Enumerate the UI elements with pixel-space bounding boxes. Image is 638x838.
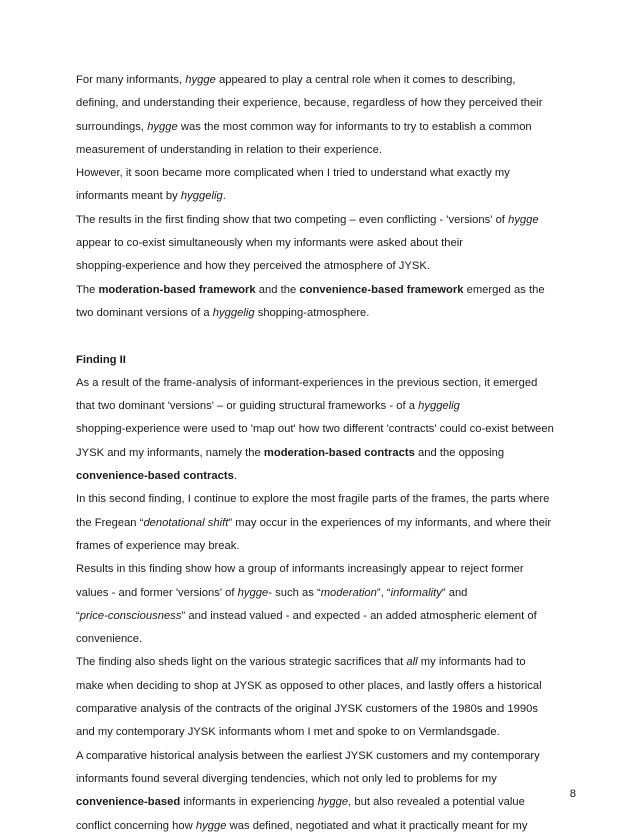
text-run: that two dominant 'versions' – or guiding structural frameworks - of a xyxy=(76,400,419,413)
text-run: values - and former 'versions' of xyxy=(76,586,238,599)
text-run: shopping-atmosphere. xyxy=(254,306,370,319)
text-line xyxy=(76,116,576,139)
text-run: and the xyxy=(255,283,300,296)
italic-text: hygge xyxy=(508,213,539,226)
text-run: convenience. xyxy=(76,633,143,646)
italic-text: hygge xyxy=(147,120,178,133)
text-line xyxy=(76,605,576,628)
text-line xyxy=(76,418,576,441)
text-line xyxy=(76,442,576,465)
text-run: ” may occur in the experiences of my informants, and where their xyxy=(228,516,552,529)
italic-text: price-consciousness xyxy=(79,609,182,622)
italic-text: denotational shift xyxy=(143,516,229,529)
italic-text: hyggelig xyxy=(418,400,460,413)
text-run: ” and xyxy=(441,586,468,599)
text-line xyxy=(76,185,576,208)
text-run: informants found several diverging tendencies, which not only led to problems for my xyxy=(76,772,497,785)
italic-text: hygge xyxy=(237,586,269,599)
text-line xyxy=(76,558,576,581)
italic-text: hyggelig xyxy=(180,190,223,203)
text-run: A comparative historical analysis between the earliest JYSK customers and my contemporary xyxy=(76,749,540,762)
text-line xyxy=(76,69,576,92)
text-line xyxy=(76,512,576,535)
text-run: comparative analysis of the contracts of the original JYSK customers of the 1980s and 1990s xyxy=(76,703,539,716)
text-line xyxy=(76,651,576,674)
text-line xyxy=(76,698,576,721)
text-line xyxy=(76,232,576,255)
text-run: The xyxy=(76,283,99,296)
body-text xyxy=(76,69,576,838)
text-run: was defined, negotiated and what it practically meant for my xyxy=(226,819,528,832)
text-line xyxy=(76,628,576,651)
text-run: and the opposing xyxy=(414,446,505,459)
text-run: conflict concerning how xyxy=(76,819,196,832)
text-run: Results in this finding show how a group of informants increasingly appear to reject former xyxy=(76,563,524,576)
text-run: - such as “ xyxy=(268,586,321,599)
text-line xyxy=(76,815,576,838)
text-line xyxy=(76,395,576,418)
italic-text: all xyxy=(406,656,418,669)
text-line xyxy=(76,279,576,302)
italic-text: informality xyxy=(390,586,442,599)
italic-text: hyggelig xyxy=(212,306,255,319)
paragraph-gap xyxy=(76,325,576,348)
section-heading-text: Finding II xyxy=(76,353,126,366)
text-run: the Fregean “ xyxy=(76,516,144,529)
text-line xyxy=(76,372,576,395)
text-run: shopping-experience and how they perceived the atmosphere of JYSK. xyxy=(76,260,430,273)
text-run: two dominant versions of a xyxy=(76,306,213,319)
text-line xyxy=(76,488,576,511)
text-line xyxy=(76,721,576,744)
section-heading xyxy=(76,349,576,372)
italic-text: hygge xyxy=(185,74,216,86)
text-run: make when deciding to shop at JYSK as opposed to other places, and lastly offers a historical xyxy=(76,679,542,692)
page-number: 8 xyxy=(569,788,576,800)
text-run: The finding also sheds light on the various strategic sacrifices that xyxy=(76,656,407,669)
text-run: was the most common way for informants to try to establish a common xyxy=(177,120,532,133)
text-run: As a result of the frame-analysis of informant-experiences in the previous section, it emerged xyxy=(76,376,538,389)
text-run: . xyxy=(222,190,226,203)
text-line xyxy=(76,255,576,278)
bold-text: moderation-based contracts xyxy=(263,446,415,459)
bold-text: convenience-based framework xyxy=(299,283,464,296)
italic-text: hygge xyxy=(195,819,227,832)
text-line xyxy=(76,209,576,232)
text-line xyxy=(76,162,576,185)
text-run: “ xyxy=(76,609,80,622)
text-run: defining, and understanding their experience, because, regardless of how they perceived their xyxy=(76,97,543,110)
bold-text: moderation-based framework xyxy=(98,283,256,296)
text-run: frames of experience may break. xyxy=(76,539,240,552)
text-run: informants meant by xyxy=(76,190,181,203)
text-run: , but also revealed a potential value xyxy=(348,796,525,809)
text-line xyxy=(76,535,576,558)
text-run: For many informants, xyxy=(76,74,186,86)
text-run: However, it soon became more complicated when I tried to understand what exactly my xyxy=(76,167,510,180)
text-line xyxy=(76,675,576,698)
text-run: surroundings, xyxy=(76,120,148,133)
text-run: emerged as the xyxy=(463,283,545,296)
text-line xyxy=(76,302,576,325)
text-run: ”, “ xyxy=(376,586,391,599)
text-run: my informants had to xyxy=(417,656,526,669)
text-run: appear to co-exist simultaneously when my informants were asked about their xyxy=(76,237,464,250)
text-run: shopping-experience were used to 'map out' how two different 'contracts' could co-exist between xyxy=(76,423,554,436)
text-run: ” and instead valued - and expected - an added atmospheric element of xyxy=(181,609,537,622)
text-run: JYSK and my informants, namely the xyxy=(76,446,264,459)
text-run: informants in experiencing xyxy=(180,796,318,809)
text-line xyxy=(76,745,576,768)
text-run: . xyxy=(233,470,237,483)
italic-text: hygge xyxy=(317,796,349,809)
bold-text: convenience-based xyxy=(76,796,181,809)
text-run: and my contemporary JYSK informants whom I met and spoke to on Vermlandsgade. xyxy=(76,726,500,739)
text-line xyxy=(76,465,576,488)
text-run: In this second finding, I continue to explore the most fragile parts of the frames, the parts where xyxy=(76,493,550,506)
text-line xyxy=(76,768,576,791)
text-line xyxy=(76,582,576,605)
italic-text: moderation xyxy=(320,586,377,599)
text-line xyxy=(76,139,576,162)
text-run: The results in the first finding show that two competing – even conflicting - 'versions' of xyxy=(76,213,509,226)
text-run: appeared to play a central role when it comes to describing, xyxy=(215,74,516,86)
text-run: measurement of understanding in relation to their experience. xyxy=(76,143,382,156)
text-line xyxy=(76,92,576,115)
bold-text: convenience-based contracts xyxy=(76,470,234,483)
text-line xyxy=(76,791,576,814)
